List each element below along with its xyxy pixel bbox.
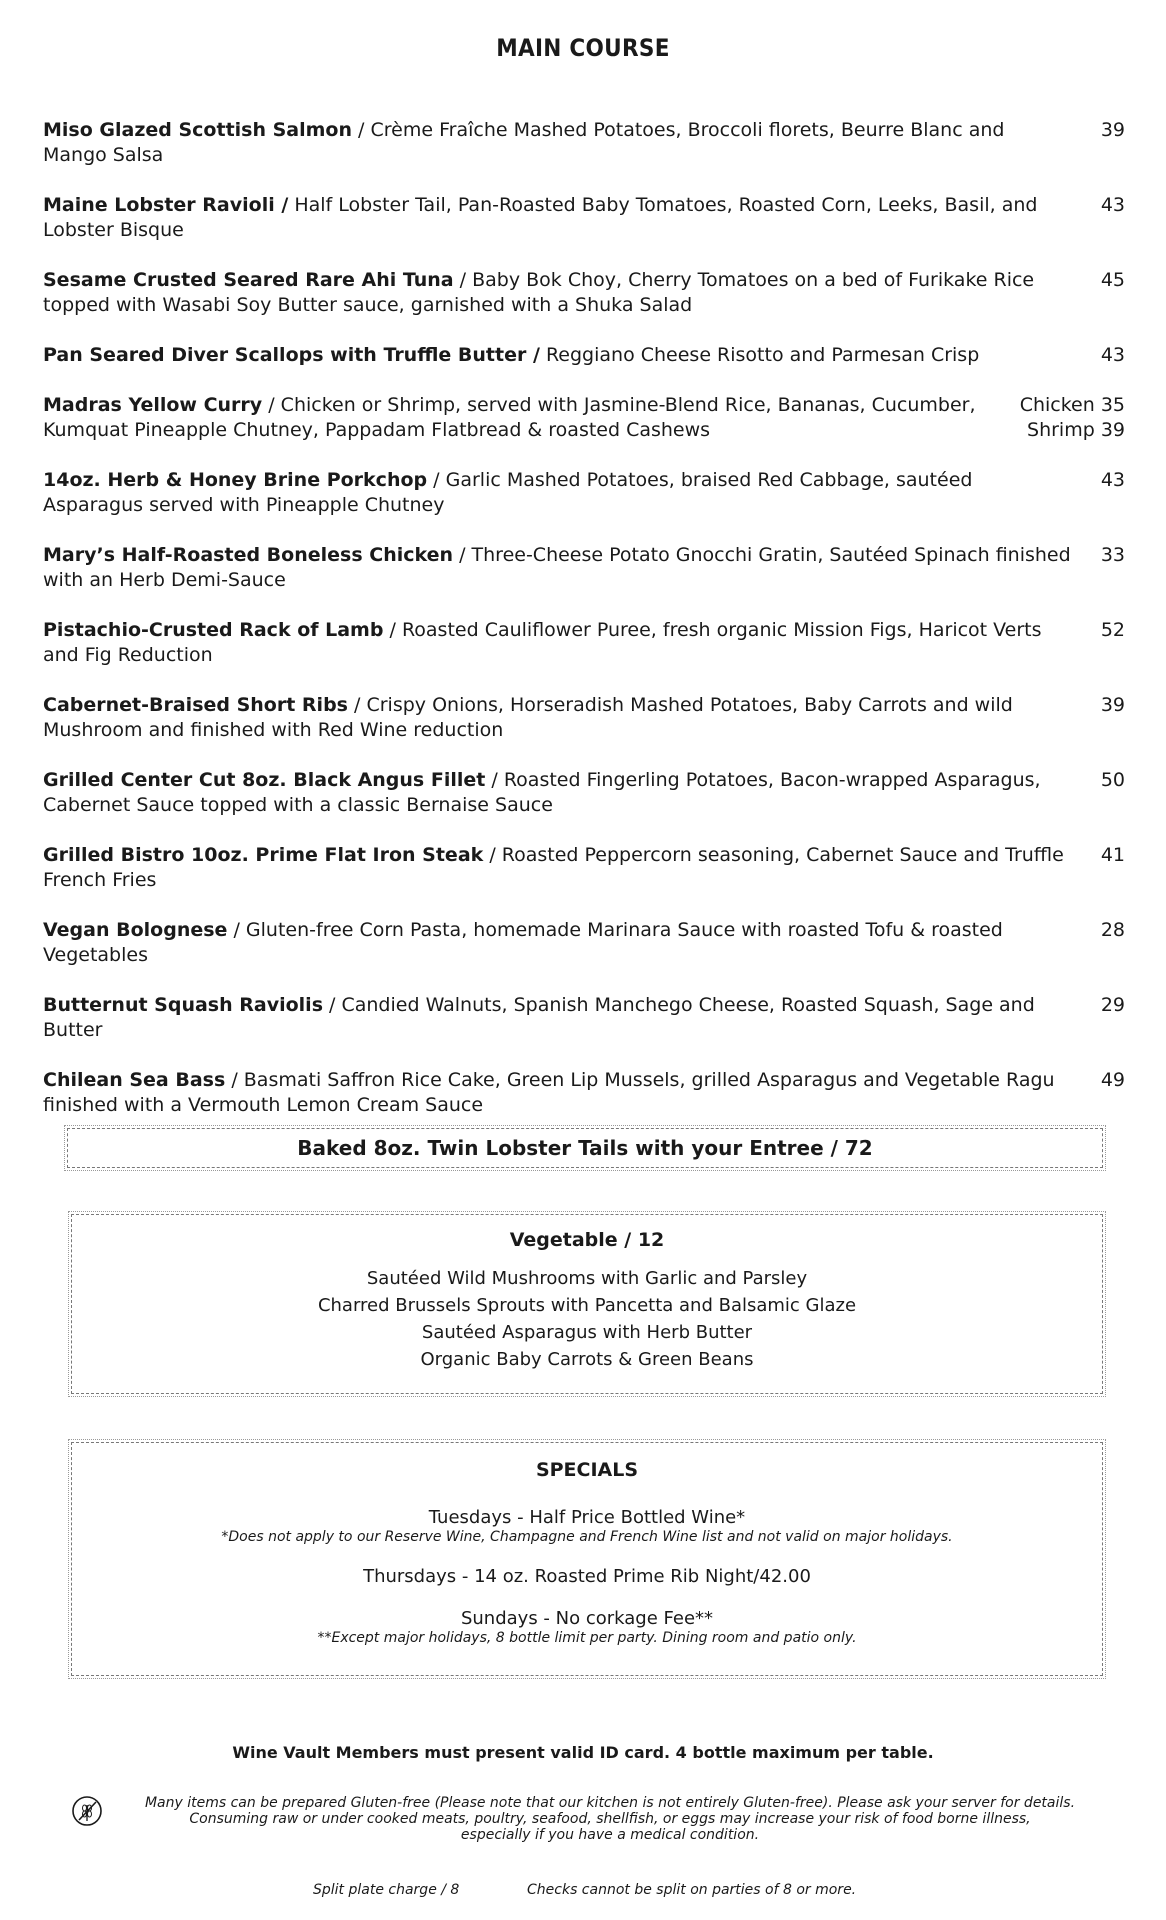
menu-item-description: Roasted Peppercorn seasoning, Cabernet Sauce and Truffle French Fries [43, 844, 1064, 891]
menu-item-price-value: 43 [1100, 469, 1125, 491]
menu-item-text [43, 543, 1101, 593]
menu-item [43, 543, 1125, 593]
menu-item-price [1101, 1068, 1125, 1093]
menu-item-name: Butternut Squash Raviolis [43, 994, 323, 1016]
menu-item-price-value: 43 [1100, 194, 1125, 216]
menu-item-price-value: 41 [1100, 844, 1125, 866]
menu-item-description: Crème Fraîche Mashed Potatoes, Broccoli florets, Beurre Blanc and Mango Salsa [43, 119, 1005, 166]
menu-item [43, 843, 1125, 893]
menu-item-name: Vegan Bolognese [43, 919, 228, 941]
split-plate-charge: Split plate charge / 8 [313, 1882, 460, 1898]
menu-item-price-value: 50 [1100, 769, 1125, 791]
menu-item-text [43, 468, 1101, 518]
menu-item-description: Reggiano Cheese Risotto and Parmesan Crisp [545, 344, 980, 366]
menu-item-price-value: 33 [1100, 544, 1125, 566]
menu-item [43, 768, 1125, 818]
menu-item-price-value: 39 [1100, 694, 1125, 716]
menu-item-price-value: 43 [1100, 344, 1125, 366]
menu-item-text [43, 393, 1020, 443]
menu-item-name: Cabernet-Braised Short Ribs [43, 694, 348, 716]
menu-item-name: Maine Lobster Ravioli / [43, 194, 289, 216]
vegetable-item: Sautéed Wild Mushrooms with Garlic and Parsley [366, 1268, 808, 1289]
menu-item-price [1101, 543, 1125, 568]
checks-split-note: Checks cannot be split on parties of 8 or more. [527, 1882, 857, 1898]
menu-item-text [43, 268, 1101, 318]
lobster-addon-text: Baked 8oz. Twin Lobster Tails with your Entree / 72 [297, 1136, 873, 1160]
special-thursday: Thursdays - 14 oz. Roasted Prime Rib Night/42.00 [363, 1566, 811, 1587]
lobster-addon-box [67, 1128, 1103, 1168]
menu-item-price-value: 28 [1100, 919, 1125, 941]
specials-box [71, 1442, 1103, 1676]
menu-item-text [43, 768, 1101, 818]
menu-item-separator: / [262, 394, 281, 416]
gluten-free-icon [70, 1794, 104, 1828]
menu-item-separator: / [352, 119, 371, 141]
menu-item [43, 268, 1125, 318]
special-sunday-note: **Except major holidays, 8 bottle limit per party. Dining room and patio only. [317, 1630, 857, 1646]
specials-title: SPECIALS [535, 1459, 639, 1481]
menu-item-price [1101, 993, 1125, 1018]
menu-item-price [1101, 118, 1125, 143]
menu-item-text [43, 693, 1101, 743]
menu-item-name: Miso Glazed Scottish Salmon [43, 119, 353, 141]
wine-vault-note: Wine Vault Members must present valid ID card. 4 bottle maximum per table. [232, 1743, 934, 1762]
menu-item-name: Mary’s Half-Roasted Boneless Chicken [43, 544, 454, 566]
menu-item-name: Sesame Crusted Seared Rare Ahi Tuna [43, 269, 454, 291]
menu-item [43, 343, 1125, 368]
allergen-disclaimer [110, 1795, 1110, 1843]
menu-item [43, 918, 1125, 968]
menu-item-separator: / [227, 919, 246, 941]
menu-item-separator: / [225, 1069, 244, 1091]
menu-item-description: Basmati Saffron Rice Cake, Green Lip Mussels, grilled Asparagus and Vegetable Ragu finished with a Vermouth Lemon Cream Sauce [43, 1069, 1055, 1116]
menu-item-price-value: 29 [1100, 994, 1125, 1016]
menu-item-price [1101, 843, 1125, 868]
disclaimer-line: especially if you have a medical condition. [460, 1827, 760, 1843]
vegetable-item: Charred Brussels Sprouts with Pancetta and Balsamic Glaze [317, 1295, 857, 1316]
menu-item-name: Chilean Sea Bass [43, 1069, 226, 1091]
vegetable-item: Organic Baby Carrots & Green Beans [420, 1349, 754, 1370]
disclaimer-line: Consuming raw or under cooked meats, poultry, seafood, shellfish, or eggs may increase your risk of food borne illness, [189, 1811, 1031, 1827]
menu-item-price [1101, 343, 1125, 368]
menu-item-price-value: 52 [1100, 619, 1125, 641]
menu-item [43, 468, 1125, 518]
menu-item-description: Candied Walnuts, Spanish Manchego Cheese, Roasted Squash, Sage and Butter [43, 994, 1035, 1041]
menu-item-description: Crispy Onions, Horseradish Mashed Potatoes, Baby Carrots and wild Mushroom and finished with Red Wine reduction [43, 694, 1013, 741]
menu-item-separator: / [427, 469, 446, 491]
menu-item-price [1101, 618, 1125, 643]
menu-item-separator: / [453, 544, 472, 566]
menu-item [43, 118, 1125, 168]
menu-item-description: Three-Cheese Potato Gnocchi Gratin, Sautéed Spinach finished with an Herb Demi-Sauce [43, 544, 1071, 591]
menu-item-separator: / [483, 844, 502, 866]
menu-item-price-value: 49 [1100, 1069, 1125, 1091]
menu-item-name: Grilled Center Cut 8oz. Black Angus Fillet [43, 769, 486, 791]
menu-item-text [43, 193, 1101, 243]
menu-item [43, 1068, 1125, 1118]
menu-item-price [1101, 193, 1125, 218]
main-course-list [43, 118, 1125, 1143]
menu-item [43, 393, 1125, 443]
menu-item-price [1101, 768, 1125, 793]
menu-item-description: Half Lobster Tail, Pan-Roasted Baby Tomatoes, Roasted Corn, Leeks, Basil, and Lobster Bisque [43, 194, 1038, 241]
menu-item-text [43, 1068, 1101, 1118]
menu-item-price [1020, 393, 1125, 443]
menu-item-name: 14oz. Herb & Honey Brine Porkchop [43, 469, 428, 491]
menu-item-separator: / [347, 694, 367, 716]
special-tuesday: Tuesdays - Half Price Bottled Wine* [428, 1507, 746, 1528]
menu-item-separator: / [383, 619, 402, 641]
menu-item-separator: / [485, 769, 504, 791]
special-tuesday-note: *Does not apply to our Reserve Wine, Champagne and French Wine list and not valid on major holidays. [221, 1529, 953, 1545]
menu-item-price-value: 45 [1100, 269, 1125, 291]
menu-item [43, 618, 1125, 668]
menu-item-price [1101, 268, 1125, 293]
vegetable-box [71, 1214, 1103, 1394]
menu-item-text [43, 118, 1101, 168]
menu-item-text [43, 993, 1101, 1043]
menu-item [43, 693, 1125, 743]
menu-item-price [1101, 468, 1125, 493]
menu-item-separator: / [323, 994, 342, 1016]
menu-item-description: Roasted Cauliflower Puree, fresh organic Mission Figs, Haricot Verts and Fig Reduction [43, 619, 1042, 666]
menu-item-separator: / [453, 269, 473, 291]
menu-item-text [43, 618, 1101, 668]
menu-item-price-value: 39 [1100, 119, 1125, 141]
menu-item-name: Pistachio-Crusted Rack of Lamb [43, 619, 384, 641]
menu-item-price-value: Shrimp 39 [1027, 419, 1125, 441]
menu-item-name: Pan Seared Diver Scallops with Truffle Butter / [43, 344, 540, 366]
menu-item-price-value: Chicken 35 [1019, 394, 1125, 416]
menu-item-text [43, 918, 1101, 968]
menu-item-text [43, 343, 1101, 368]
disclaimer-line: Many items can be prepared Gluten-free (Please note that our kitchen is not entirely Gluten-free). Please ask your server for details. [144, 1795, 1076, 1811]
menu-item-price [1101, 918, 1125, 943]
menu-item-name: Grilled Bistro 10oz. Prime Flat Iron Steak [43, 844, 484, 866]
menu-item-name: Madras Yellow Curry [43, 394, 263, 416]
menu-item-text [43, 843, 1101, 893]
menu-item-price [1101, 693, 1125, 718]
menu-item-description: Garlic Mashed Potatoes, braised Red Cabbage, sautéed Asparagus served with Pineapple Chutney [43, 469, 973, 516]
menu-item-description: Chicken or Shrimp, served with Jasmine-Blend Rice, Bananas, Cucumber, Kumquat Pineapple Chutney, Pappadam Flatbread & roasted Cashews [43, 394, 976, 441]
menu-item-description: Baby Bok Choy, Cherry Tomatoes on a bed of Furikake Rice topped with Wasabi Soy Butter sauce, garnished with a Shuka Salad [43, 269, 1035, 316]
menu-item-description: Gluten-free Corn Pasta, homemade Marinara Sauce with roasted Tofu & roasted Vegetables [43, 919, 1003, 966]
page-title: MAIN COURSE [496, 34, 670, 62]
vegetable-item: Sautéed Asparagus with Herb Butter [421, 1322, 753, 1343]
special-sunday: Sundays - No corkage Fee** [460, 1608, 714, 1629]
menu-item-description: Roasted Fingerling Potatoes, Bacon-wrapped Asparagus, Cabernet Sauce topped with a classic Bernaise Sauce [43, 769, 1041, 816]
menu-item [43, 193, 1125, 243]
menu-item [43, 993, 1125, 1043]
vegetable-title: Vegetable / 12 [509, 1229, 665, 1251]
